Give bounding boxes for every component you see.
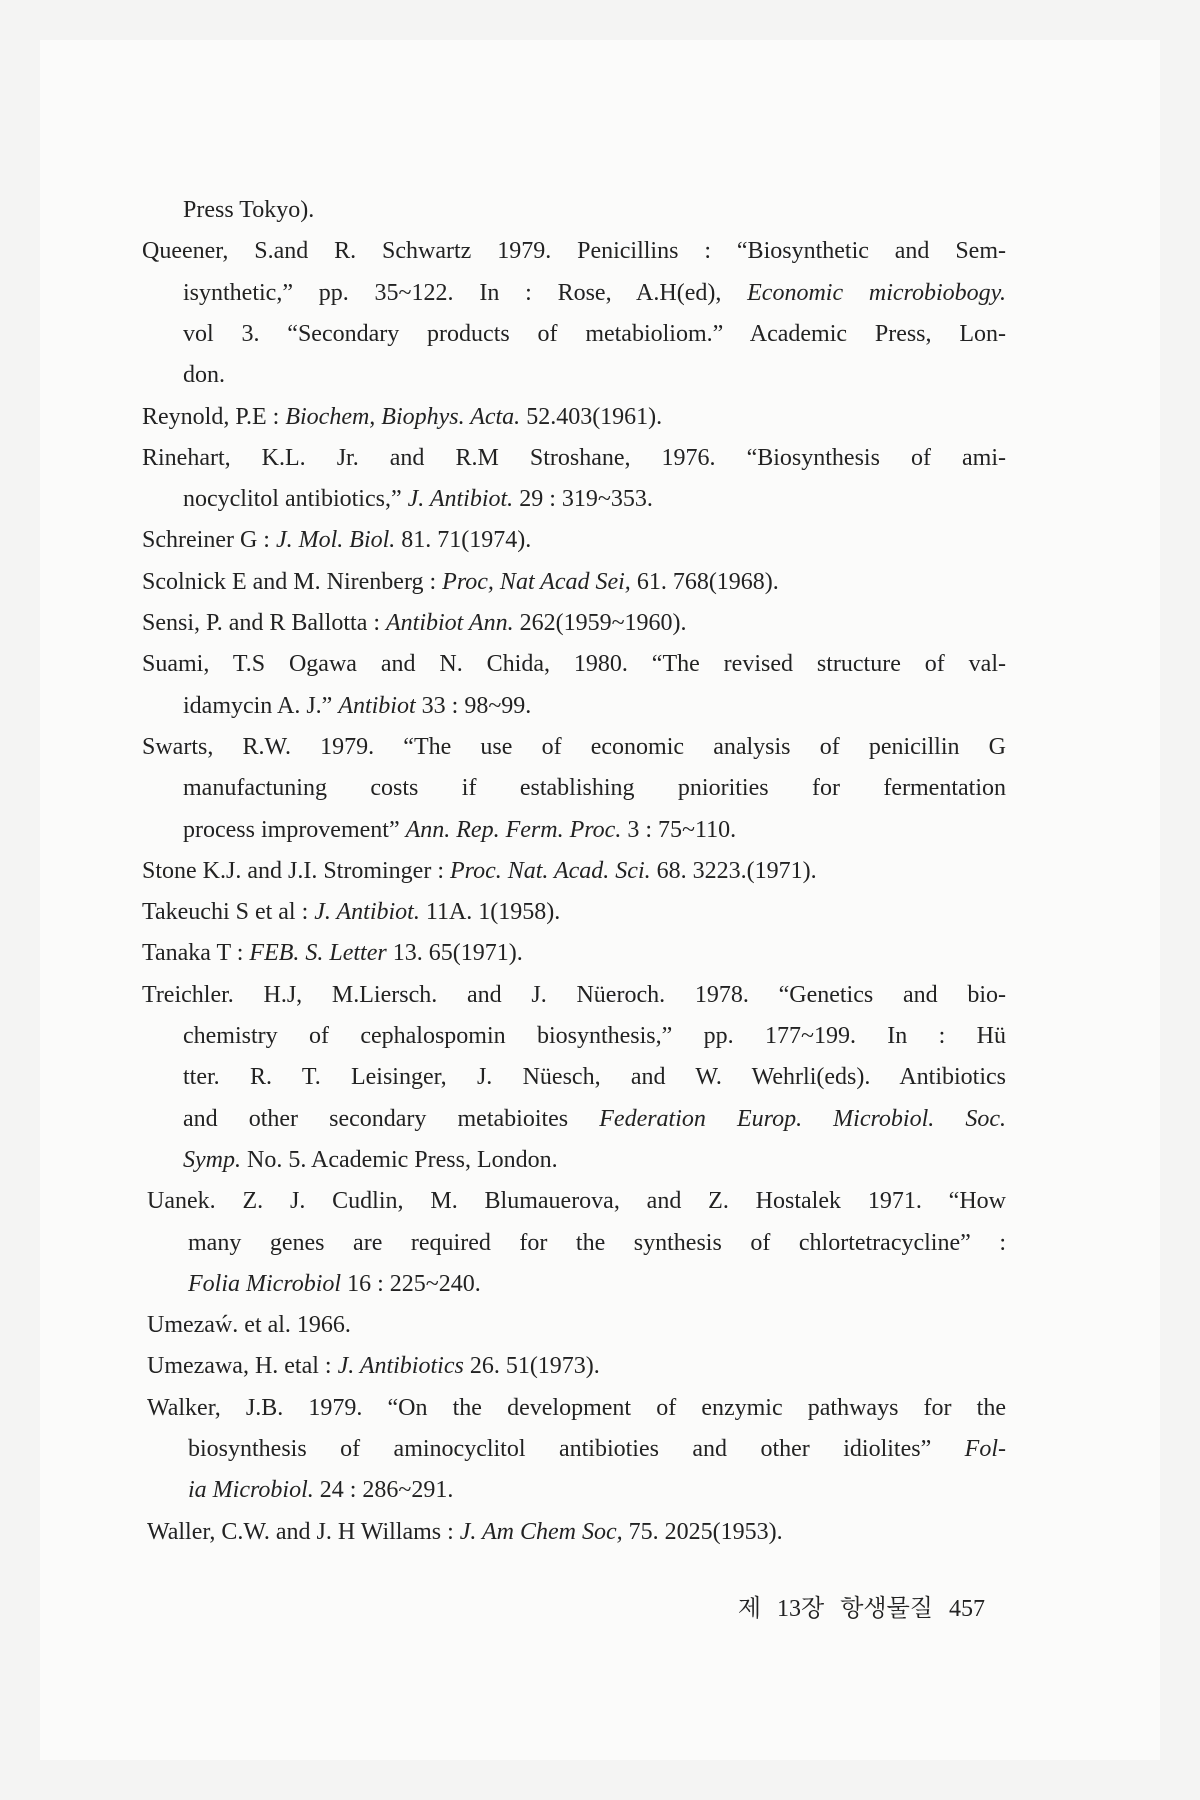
reference-text: Swarts, R.W. 1979. “The use of economic analysis of penicillin G <box>142 733 1006 760</box>
reference-line <box>183 1016 1006 1057</box>
reference-line <box>142 397 662 438</box>
reference-text: vol 3. “Secondary products of metabioliom.” Academic Press, Lon- <box>183 320 1006 347</box>
reference-text: isynthetic,” pp. 35~122. In : Rose, A.H(ed), <box>183 279 748 306</box>
reference-text: Umezaẃ. et al. 1966. <box>147 1312 351 1339</box>
reference-text: Walker, J.B. 1979. “On the development of enzymic pathways for the <box>147 1394 1006 1421</box>
chapter-title: 항생물질 <box>840 1596 933 1622</box>
reference-text: 11A. 1(1958). <box>419 899 561 926</box>
reference-text: process improvement” <box>183 816 406 843</box>
reference-line <box>183 1057 1006 1098</box>
reference-line <box>183 355 225 396</box>
reference-text: don. <box>183 362 225 389</box>
reference-line <box>188 1470 453 1511</box>
reference-text: many genes are required for the synthesis of chlortetracycline” : <box>188 1229 1006 1256</box>
reference-text: 68. 3223.(1971). <box>650 857 817 884</box>
reference-line <box>142 562 779 603</box>
page-number: 457 <box>949 1596 985 1622</box>
reference-text: Sensi, P. and R Ballotta : <box>142 610 387 636</box>
reference-line <box>142 975 1006 1016</box>
reference-line <box>183 768 1006 809</box>
reference-text: Waller, C.W. and J. H Willams : <box>147 1518 460 1545</box>
reference-line <box>142 892 560 933</box>
reference-text: Treichler. H.J, M.Liersch. and J. Nüeroch. 1978. “Genetics and bio- <box>142 981 1006 1008</box>
journal-title: Proc, Nat Acad Sei, <box>442 568 631 595</box>
journal-title: J. Antibiot. <box>314 899 420 926</box>
reference-line <box>147 1346 600 1387</box>
reference-line <box>142 727 1006 768</box>
reference-text: tter. R. T. Leisinger, J. Nüesch, and W. Wehrli(eds). Antibiotics <box>183 1064 1006 1091</box>
journal-title: Folia Microbiol <box>188 1270 342 1297</box>
journal-title: ia Microbiol. <box>188 1477 314 1504</box>
reference-line <box>183 686 531 727</box>
reference-text: Reynold, P.E : <box>142 403 286 430</box>
reference-line <box>183 314 1006 355</box>
journal-title: Antibiot <box>338 692 416 719</box>
reference-text: 13. 65(1971). <box>386 940 523 967</box>
reference-line <box>188 1264 481 1305</box>
page-footer <box>738 1588 985 1623</box>
reference-text: Suami, T.S Ogawa and N. Chida, 1980. “The revised structure of val- <box>142 651 1006 678</box>
journal-title: Biochem, Biophys. Acta. <box>285 403 521 430</box>
reference-text: idamycin A. J.” <box>183 692 339 719</box>
reference-line <box>183 479 653 520</box>
reference-text: Uanek. Z. J. Cudlin, M. Blumauerova, and Z. Hostalek 1971. “How <box>147 1188 1006 1215</box>
reference-text: Queener, S.and R. Schwartz 1979. Penicillins : “Biosynthetic and Sem- <box>142 238 1006 265</box>
reference-text: manufactuning costs if establishing pniorities for fermentation <box>183 775 1006 802</box>
journal-title: Ann. Rep. Ferm. Proc. <box>405 816 622 843</box>
reference-text: 29 : 319~353. <box>513 486 653 513</box>
reference-text: Umezawa, H. etal : <box>147 1353 338 1380</box>
reference-text: Press Tokyo). <box>183 197 315 223</box>
reference-line <box>147 1512 783 1553</box>
reference-line <box>142 644 1006 685</box>
reference-line <box>183 1099 1006 1140</box>
reference-text: Rinehart, K.L. Jr. and R.M Stroshane, 1976. “Biosynthesis of ami- <box>142 444 1006 471</box>
reference-text: 75. 2025(1953). <box>622 1518 783 1545</box>
reference-text: and other secondary metabioites <box>183 1105 600 1132</box>
reference-text: 33 : 98~99. <box>415 692 532 719</box>
reference-line <box>142 520 531 561</box>
journal-title: Antibiot Ann. <box>386 610 514 636</box>
reference-text: 26. 51(1973). <box>463 1353 600 1380</box>
reference-line <box>142 438 1006 479</box>
reference-text: Scolnick E and M. Nirenberg : <box>142 568 443 595</box>
journal-title: J. Antibiot. <box>407 486 514 513</box>
journal-title: J. Am Chem Soc, <box>459 1518 623 1545</box>
reference-text: nocyclitol antibiotics,” <box>183 486 408 513</box>
reference-text: 262(1959~1960). <box>513 610 687 636</box>
reference-line <box>183 1140 558 1181</box>
reference-text: No. 5. Academic Press, London. <box>240 1146 558 1173</box>
reference-text: Stone K.J. and J.I. Strominger : <box>142 857 450 884</box>
reference-line <box>142 851 817 892</box>
reference-text: Schreiner G : <box>142 527 276 554</box>
reference-text: biosynthesis of aminocyclitol antibioties and other idiolites” <box>188 1436 965 1462</box>
reference-line <box>183 273 1006 314</box>
journal-title: Symp. <box>183 1146 241 1173</box>
journal-title: Federation Europ. Microbiol. Soc. <box>599 1105 1006 1132</box>
reference-line <box>183 810 736 851</box>
reference-line <box>188 1223 1006 1264</box>
reference-line <box>188 1429 1006 1470</box>
reference-line <box>147 1305 351 1346</box>
reference-text: chemistry of cephalospomin biosynthesis,” pp. 177~199. In : Hü <box>183 1023 1006 1049</box>
reference-text: 52.403(1961). <box>520 403 663 430</box>
reference-text: 61. 768(1968). <box>630 568 779 595</box>
reference-text: 16 : 225~240. <box>341 1270 481 1297</box>
journal-title: Economic microbiobogy. <box>747 279 1006 306</box>
reference-text: 24 : 286~291. <box>313 1477 454 1504</box>
reference-text: 81. 71(1974). <box>395 527 532 554</box>
journal-title: J. Antibiotics <box>337 1353 464 1380</box>
reference-line <box>147 1388 1006 1429</box>
reference-line <box>142 231 1006 272</box>
reference-text: Tanaka T : <box>142 940 250 967</box>
chapter-label: 제 13장 <box>737 1596 825 1622</box>
reference-line <box>142 603 687 644</box>
reference-line <box>147 1181 1006 1222</box>
journal-title: FEB. S. Letter <box>249 940 387 967</box>
reference-text: Takeuchi S et al : <box>142 899 315 926</box>
reference-line <box>142 933 523 974</box>
journal-title: Fol- <box>964 1436 1006 1462</box>
journal-title: Proc. Nat. Acad. Sci. <box>449 857 651 884</box>
journal-title: J. Mol. Biol. <box>275 527 396 554</box>
reference-text: 3 : 75~110. <box>621 816 737 843</box>
reference-line <box>183 190 314 231</box>
